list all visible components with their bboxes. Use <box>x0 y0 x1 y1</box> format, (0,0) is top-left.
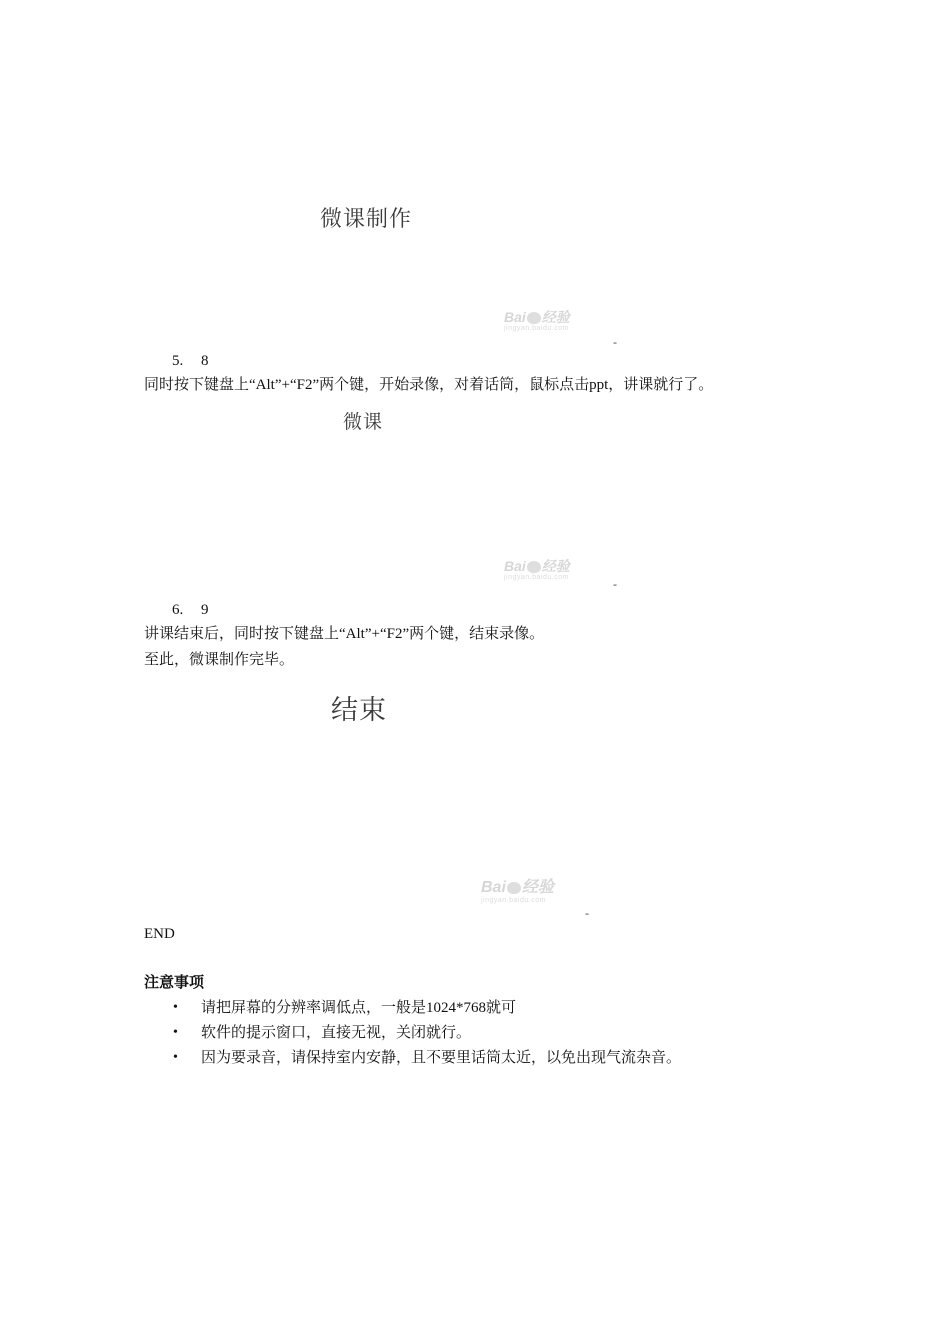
watermark-url: jingyan.baidu.com <box>504 325 569 333</box>
bullet-icon: • <box>173 1025 178 1040</box>
figure-title: 微课 <box>343 411 384 433</box>
step-description: 同时按下键盘上“Alt”+“F2”两个键，开始录像，对着话筒，鼠标点击ppt，讲课就行了。 <box>144 377 714 393</box>
notes-list <box>173 998 682 1073</box>
note-text: 软件的提示窗口，直接无视，关闭就行。 <box>201 1025 472 1041</box>
list-item <box>173 1048 682 1073</box>
watermark-logo <box>504 310 570 332</box>
bullet-icon: • <box>173 1050 178 1065</box>
list-item <box>173 1023 681 1048</box>
watermark-url: jingyan.baidu.com <box>481 897 546 904</box>
end-label: END <box>144 926 175 942</box>
figure-title: 微课制作 <box>320 207 413 232</box>
step-number: 5. <box>172 353 184 369</box>
note-text: 请把屏幕的分辨率调低点，一般是1024*768就可 <box>201 1000 517 1016</box>
figure-title: 结束 <box>331 695 387 726</box>
watermark-text: Bai <box>504 309 526 325</box>
step-number: 6. <box>172 602 184 618</box>
paw-icon <box>527 312 541 324</box>
watermark-logo <box>504 559 570 581</box>
step-value: 9 <box>201 602 209 618</box>
watermark-suffix: 经验 <box>541 558 570 574</box>
step-description: 讲课结束后，同时按下键盘上“Alt”+“F2”两个键，结束录像。 <box>144 626 545 642</box>
watermark-text: Bai <box>504 558 526 574</box>
step-description: 至此，微课制作完毕。 <box>144 652 295 668</box>
paw-icon <box>527 561 541 573</box>
figure-marker: - <box>585 906 589 920</box>
bullet-icon: • <box>173 1000 178 1015</box>
note-text: 因为要录音，请保持室内安静，且不要里话筒太近，以免出现气流杂音。 <box>201 1050 682 1066</box>
figure-marker: - <box>613 335 617 349</box>
watermark-url: jingyan.baidu.com <box>504 574 569 582</box>
notes-heading: 注意事项 <box>144 975 205 991</box>
figure-marker: - <box>613 577 617 591</box>
step-value: 8 <box>201 353 209 369</box>
watermark-suffix: 经验 <box>521 879 554 896</box>
list-item <box>173 998 681 1023</box>
watermark-logo <box>481 880 554 904</box>
paw-icon <box>507 882 521 894</box>
watermark-text: Bai <box>481 879 506 896</box>
watermark-suffix: 经验 <box>541 309 570 325</box>
